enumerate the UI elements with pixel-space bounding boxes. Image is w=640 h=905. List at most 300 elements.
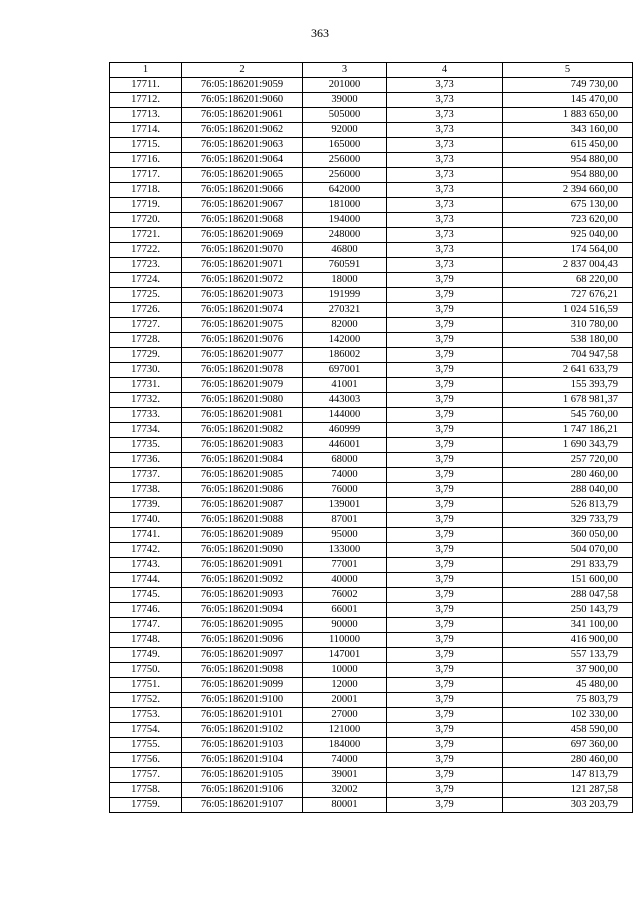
- area-cell: 256000: [303, 168, 387, 183]
- rate-cell: 3,73: [387, 258, 503, 273]
- area-cell: 270321: [303, 303, 387, 318]
- area-cell: 139001: [303, 498, 387, 513]
- row-number-cell: 17714.: [110, 123, 182, 138]
- rate-cell: 3,79: [387, 468, 503, 483]
- row-number-cell: 17743.: [110, 558, 182, 573]
- area-cell: 133000: [303, 543, 387, 558]
- cadastral-number-cell: 76:05:186201:9078: [182, 363, 303, 378]
- rate-cell: 3,79: [387, 753, 503, 768]
- row-number-cell: 17730.: [110, 363, 182, 378]
- table-row: [110, 318, 633, 333]
- rate-cell: 3,73: [387, 168, 503, 183]
- table-row: [110, 603, 633, 618]
- cadastral-number-cell: 76:05:186201:9105: [182, 768, 303, 783]
- table-row: [110, 663, 633, 678]
- row-number-cell: 17753.: [110, 708, 182, 723]
- rate-cell: 3,73: [387, 138, 503, 153]
- value-cell: 174 564,00: [503, 243, 633, 258]
- cadastral-number-cell: 76:05:186201:9068: [182, 213, 303, 228]
- value-cell: 75 803,79: [503, 693, 633, 708]
- header-row: [110, 63, 633, 78]
- row-number-cell: 17752.: [110, 693, 182, 708]
- area-cell: 32002: [303, 783, 387, 798]
- area-cell: 760591: [303, 258, 387, 273]
- table-row: [110, 333, 633, 348]
- row-number-cell: 17715.: [110, 138, 182, 153]
- row-number-cell: 17713.: [110, 108, 182, 123]
- value-cell: 250 143,79: [503, 603, 633, 618]
- cadastral-number-cell: 76:05:186201:9074: [182, 303, 303, 318]
- area-cell: 460999: [303, 423, 387, 438]
- value-cell: 310 780,00: [503, 318, 633, 333]
- value-cell: 151 600,00: [503, 573, 633, 588]
- column-header-5: 5: [503, 63, 633, 78]
- cadastral-number-cell: 76:05:186201:9060: [182, 93, 303, 108]
- value-cell: 954 880,00: [503, 168, 633, 183]
- cadastral-table: [109, 62, 633, 813]
- rate-cell: 3,79: [387, 648, 503, 663]
- table-row: [110, 453, 633, 468]
- cadastral-number-cell: 76:05:186201:9063: [182, 138, 303, 153]
- area-cell: 46800: [303, 243, 387, 258]
- value-cell: 458 590,00: [503, 723, 633, 738]
- rate-cell: 3,73: [387, 213, 503, 228]
- rate-cell: 3,79: [387, 573, 503, 588]
- rate-cell: 3,79: [387, 558, 503, 573]
- table-row: [110, 138, 633, 153]
- row-number-cell: 17734.: [110, 423, 182, 438]
- row-number-cell: 17756.: [110, 753, 182, 768]
- rate-cell: 3,79: [387, 273, 503, 288]
- rate-cell: 3,79: [387, 798, 503, 813]
- cadastral-number-cell: 76:05:186201:9097: [182, 648, 303, 663]
- table-row: [110, 768, 633, 783]
- row-number-cell: 17757.: [110, 768, 182, 783]
- row-number-cell: 17727.: [110, 318, 182, 333]
- area-cell: 194000: [303, 213, 387, 228]
- rate-cell: 3,79: [387, 423, 503, 438]
- area-cell: 39000: [303, 93, 387, 108]
- cadastral-number-cell: 76:05:186201:9090: [182, 543, 303, 558]
- row-number-cell: 17741.: [110, 528, 182, 543]
- area-cell: 446001: [303, 438, 387, 453]
- table-row: [110, 693, 633, 708]
- rate-cell: 3,79: [387, 618, 503, 633]
- rate-cell: 3,79: [387, 528, 503, 543]
- area-cell: 74000: [303, 468, 387, 483]
- table-row: [110, 378, 633, 393]
- table-row: [110, 408, 633, 423]
- rate-cell: 3,73: [387, 78, 503, 93]
- table-row: [110, 273, 633, 288]
- area-cell: 248000: [303, 228, 387, 243]
- cadastral-number-cell: 76:05:186201:9103: [182, 738, 303, 753]
- value-cell: 303 203,79: [503, 798, 633, 813]
- table-row: [110, 528, 633, 543]
- value-cell: 145 470,00: [503, 93, 633, 108]
- rate-cell: 3,79: [387, 543, 503, 558]
- row-number-cell: 17719.: [110, 198, 182, 213]
- rate-cell: 3,79: [387, 288, 503, 303]
- value-cell: 257 720,00: [503, 453, 633, 468]
- row-number-cell: 17746.: [110, 603, 182, 618]
- area-cell: 165000: [303, 138, 387, 153]
- area-cell: 76000: [303, 483, 387, 498]
- row-number-cell: 17758.: [110, 783, 182, 798]
- row-number-cell: 17755.: [110, 738, 182, 753]
- row-number-cell: 17759.: [110, 798, 182, 813]
- area-cell: 87001: [303, 513, 387, 528]
- cadastral-number-cell: 76:05:186201:9107: [182, 798, 303, 813]
- cadastral-number-cell: 76:05:186201:9082: [182, 423, 303, 438]
- area-cell: 443003: [303, 393, 387, 408]
- cadastral-number-cell: 76:05:186201:9083: [182, 438, 303, 453]
- area-cell: 41001: [303, 378, 387, 393]
- cadastral-number-cell: 76:05:186201:9070: [182, 243, 303, 258]
- cadastral-number-cell: 76:05:186201:9100: [182, 693, 303, 708]
- value-cell: 1 883 650,00: [503, 108, 633, 123]
- cadastral-number-cell: 76:05:186201:9099: [182, 678, 303, 693]
- cadastral-number-cell: 76:05:186201:9101: [182, 708, 303, 723]
- table-row: [110, 183, 633, 198]
- table-row: [110, 588, 633, 603]
- table-row: [110, 78, 633, 93]
- rate-cell: 3,79: [387, 603, 503, 618]
- cadastral-number-cell: 76:05:186201:9080: [182, 393, 303, 408]
- rate-cell: 3,79: [387, 378, 503, 393]
- table-row: [110, 243, 633, 258]
- rate-cell: 3,79: [387, 783, 503, 798]
- cadastral-number-cell: 76:05:186201:9064: [182, 153, 303, 168]
- cadastral-number-cell: 76:05:186201:9092: [182, 573, 303, 588]
- value-cell: 538 180,00: [503, 333, 633, 348]
- cadastral-number-cell: 76:05:186201:9085: [182, 468, 303, 483]
- value-cell: 280 460,00: [503, 468, 633, 483]
- table-row: [110, 303, 633, 318]
- table-row: [110, 753, 633, 768]
- value-cell: 697 360,00: [503, 738, 633, 753]
- rate-cell: 3,73: [387, 228, 503, 243]
- value-cell: 341 100,00: [503, 618, 633, 633]
- cadastral-number-cell: 76:05:186201:9089: [182, 528, 303, 543]
- cadastral-number-cell: 76:05:186201:9081: [182, 408, 303, 423]
- area-cell: 191999: [303, 288, 387, 303]
- table-row: [110, 633, 633, 648]
- table-row: [110, 618, 633, 633]
- value-cell: 360 050,00: [503, 528, 633, 543]
- table-row: [110, 798, 633, 813]
- rate-cell: 3,79: [387, 318, 503, 333]
- table-row: [110, 123, 633, 138]
- table-row: [110, 168, 633, 183]
- area-cell: 144000: [303, 408, 387, 423]
- value-cell: 526 813,79: [503, 498, 633, 513]
- row-number-cell: 17729.: [110, 348, 182, 363]
- value-cell: 2 837 004,43: [503, 258, 633, 273]
- table-row: [110, 393, 633, 408]
- value-cell: 675 130,00: [503, 198, 633, 213]
- row-number-cell: 17732.: [110, 393, 182, 408]
- value-cell: 557 133,79: [503, 648, 633, 663]
- cadastral-number-cell: 76:05:186201:9094: [182, 603, 303, 618]
- cadastral-number-cell: 76:05:186201:9106: [182, 783, 303, 798]
- rate-cell: 3,73: [387, 93, 503, 108]
- rate-cell: 3,79: [387, 693, 503, 708]
- area-cell: 201000: [303, 78, 387, 93]
- column-header-4: 4: [387, 63, 503, 78]
- row-number-cell: 17725.: [110, 288, 182, 303]
- area-cell: 27000: [303, 708, 387, 723]
- rate-cell: 3,79: [387, 708, 503, 723]
- row-number-cell: 17750.: [110, 663, 182, 678]
- value-cell: 288 040,00: [503, 483, 633, 498]
- row-number-cell: 17749.: [110, 648, 182, 663]
- row-number-cell: 17751.: [110, 678, 182, 693]
- table-row: [110, 573, 633, 588]
- cadastral-number-cell: 76:05:186201:9095: [182, 618, 303, 633]
- rate-cell: 3,79: [387, 588, 503, 603]
- table-row: [110, 648, 633, 663]
- rate-cell: 3,79: [387, 303, 503, 318]
- page-number: 363: [311, 26, 329, 40]
- area-cell: 181000: [303, 198, 387, 213]
- area-cell: 642000: [303, 183, 387, 198]
- cadastral-number-cell: 76:05:186201:9066: [182, 183, 303, 198]
- value-cell: 749 730,00: [503, 78, 633, 93]
- value-cell: 102 330,00: [503, 708, 633, 723]
- rate-cell: 3,79: [387, 453, 503, 468]
- table-header: [110, 63, 633, 78]
- rate-cell: 3,73: [387, 153, 503, 168]
- rate-cell: 3,79: [387, 408, 503, 423]
- area-cell: 82000: [303, 318, 387, 333]
- rate-cell: 3,79: [387, 738, 503, 753]
- cadastral-number-cell: 76:05:186201:9086: [182, 483, 303, 498]
- area-cell: 66001: [303, 603, 387, 618]
- cadastral-number-cell: 76:05:186201:9104: [182, 753, 303, 768]
- value-cell: 68 220,00: [503, 273, 633, 288]
- value-cell: 1 690 343,79: [503, 438, 633, 453]
- area-cell: 80001: [303, 798, 387, 813]
- table-row: [110, 468, 633, 483]
- row-number-cell: 17731.: [110, 378, 182, 393]
- row-number-cell: 17712.: [110, 93, 182, 108]
- area-cell: 40000: [303, 573, 387, 588]
- area-cell: 39001: [303, 768, 387, 783]
- cadastral-number-cell: 76:05:186201:9098: [182, 663, 303, 678]
- rate-cell: 3,79: [387, 513, 503, 528]
- cadastral-number-cell: 76:05:186201:9069: [182, 228, 303, 243]
- value-cell: 288 047,58: [503, 588, 633, 603]
- rate-cell: 3,79: [387, 333, 503, 348]
- column-header-1: 1: [110, 63, 182, 78]
- value-cell: 416 900,00: [503, 633, 633, 648]
- area-cell: 184000: [303, 738, 387, 753]
- row-number-cell: 17737.: [110, 468, 182, 483]
- rate-cell: 3,79: [387, 438, 503, 453]
- table-row: [110, 363, 633, 378]
- column-header-2: 2: [182, 63, 303, 78]
- rate-cell: 3,79: [387, 348, 503, 363]
- cadastral-number-cell: 76:05:186201:9071: [182, 258, 303, 273]
- row-number-cell: 17745.: [110, 588, 182, 603]
- cadastral-number-cell: 76:05:186201:9079: [182, 378, 303, 393]
- value-cell: 329 733,79: [503, 513, 633, 528]
- table-row: [110, 153, 633, 168]
- rate-cell: 3,73: [387, 198, 503, 213]
- table-row: [110, 738, 633, 753]
- column-header-3: 3: [303, 63, 387, 78]
- row-number-cell: 17717.: [110, 168, 182, 183]
- table-row: [110, 708, 633, 723]
- row-number-cell: 17724.: [110, 273, 182, 288]
- cadastral-number-cell: 76:05:186201:9061: [182, 108, 303, 123]
- row-number-cell: 17716.: [110, 153, 182, 168]
- row-number-cell: 17728.: [110, 333, 182, 348]
- value-cell: 280 460,00: [503, 753, 633, 768]
- value-cell: 121 287,58: [503, 783, 633, 798]
- row-number-cell: 17736.: [110, 453, 182, 468]
- table-row: [110, 783, 633, 798]
- rate-cell: 3,73: [387, 123, 503, 138]
- value-cell: 45 480,00: [503, 678, 633, 693]
- row-number-cell: 17711.: [110, 78, 182, 93]
- cadastral-number-cell: 76:05:186201:9077: [182, 348, 303, 363]
- row-number-cell: 17748.: [110, 633, 182, 648]
- rate-cell: 3,79: [387, 663, 503, 678]
- value-cell: 2 394 660,00: [503, 183, 633, 198]
- row-number-cell: 17733.: [110, 408, 182, 423]
- rate-cell: 3,73: [387, 243, 503, 258]
- cadastral-number-cell: 76:05:186201:9072: [182, 273, 303, 288]
- rate-cell: 3,79: [387, 498, 503, 513]
- value-cell: 727 676,21: [503, 288, 633, 303]
- area-cell: 256000: [303, 153, 387, 168]
- table-row: [110, 438, 633, 453]
- cadastral-number-cell: 76:05:186201:9065: [182, 168, 303, 183]
- area-cell: 142000: [303, 333, 387, 348]
- area-cell: 95000: [303, 528, 387, 543]
- table-row: [110, 678, 633, 693]
- table-row: [110, 483, 633, 498]
- cadastral-number-cell: 76:05:186201:9087: [182, 498, 303, 513]
- table-row: [110, 198, 633, 213]
- table-body: [110, 78, 633, 813]
- area-cell: 20001: [303, 693, 387, 708]
- value-cell: 545 760,00: [503, 408, 633, 423]
- area-cell: 121000: [303, 723, 387, 738]
- value-cell: 615 450,00: [503, 138, 633, 153]
- cadastral-number-cell: 76:05:186201:9084: [182, 453, 303, 468]
- area-cell: 110000: [303, 633, 387, 648]
- rate-cell: 3,79: [387, 633, 503, 648]
- rate-cell: 3,79: [387, 768, 503, 783]
- table-row: [110, 108, 633, 123]
- value-cell: 504 070,00: [503, 543, 633, 558]
- table-row: [110, 513, 633, 528]
- area-cell: 68000: [303, 453, 387, 468]
- cadastral-number-cell: 76:05:186201:9091: [182, 558, 303, 573]
- rate-cell: 3,73: [387, 108, 503, 123]
- cadastral-number-cell: 76:05:186201:9075: [182, 318, 303, 333]
- table-row: [110, 498, 633, 513]
- area-cell: 92000: [303, 123, 387, 138]
- value-cell: 704 947,58: [503, 348, 633, 363]
- value-cell: 147 813,79: [503, 768, 633, 783]
- value-cell: 1 747 186,21: [503, 423, 633, 438]
- value-cell: 723 620,00: [503, 213, 633, 228]
- table-row: [110, 723, 633, 738]
- row-number-cell: 17722.: [110, 243, 182, 258]
- row-number-cell: 17735.: [110, 438, 182, 453]
- value-cell: 291 833,79: [503, 558, 633, 573]
- rate-cell: 3,79: [387, 723, 503, 738]
- rate-cell: 3,79: [387, 483, 503, 498]
- value-cell: 925 040,00: [503, 228, 633, 243]
- area-cell: 186002: [303, 348, 387, 363]
- row-number-cell: 17742.: [110, 543, 182, 558]
- row-number-cell: 17721.: [110, 228, 182, 243]
- cadastral-number-cell: 76:05:186201:9073: [182, 288, 303, 303]
- rate-cell: 3,79: [387, 363, 503, 378]
- row-number-cell: 17739.: [110, 498, 182, 513]
- value-cell: 37 900,00: [503, 663, 633, 678]
- cadastral-number-cell: 76:05:186201:9096: [182, 633, 303, 648]
- area-cell: 77001: [303, 558, 387, 573]
- table-row: [110, 558, 633, 573]
- cadastral-number-cell: 76:05:186201:9076: [182, 333, 303, 348]
- cadastral-number-cell: 76:05:186201:9102: [182, 723, 303, 738]
- table-row: [110, 93, 633, 108]
- row-number-cell: 17740.: [110, 513, 182, 528]
- table-row: [110, 258, 633, 273]
- row-number-cell: 17747.: [110, 618, 182, 633]
- value-cell: 1 024 516,59: [503, 303, 633, 318]
- value-cell: 954 880,00: [503, 153, 633, 168]
- cadastral-number-cell: 76:05:186201:9093: [182, 588, 303, 603]
- rate-cell: 3,79: [387, 678, 503, 693]
- value-cell: 1 678 981,37: [503, 393, 633, 408]
- table-row: [110, 288, 633, 303]
- cadastral-number-cell: 76:05:186201:9059: [182, 78, 303, 93]
- row-number-cell: 17738.: [110, 483, 182, 498]
- table-row: [110, 423, 633, 438]
- area-cell: 76002: [303, 588, 387, 603]
- area-cell: 90000: [303, 618, 387, 633]
- cadastral-number-cell: 76:05:186201:9067: [182, 198, 303, 213]
- row-number-cell: 17723.: [110, 258, 182, 273]
- area-cell: 74000: [303, 753, 387, 768]
- table-row: [110, 213, 633, 228]
- area-cell: 697001: [303, 363, 387, 378]
- cadastral-number-cell: 76:05:186201:9088: [182, 513, 303, 528]
- area-cell: 12000: [303, 678, 387, 693]
- rate-cell: 3,73: [387, 183, 503, 198]
- area-cell: 18000: [303, 273, 387, 288]
- table-row: [110, 543, 633, 558]
- rate-cell: 3,79: [387, 393, 503, 408]
- row-number-cell: 17718.: [110, 183, 182, 198]
- table-row: [110, 348, 633, 363]
- row-number-cell: 17720.: [110, 213, 182, 228]
- value-cell: 2 641 633,79: [503, 363, 633, 378]
- area-cell: 10000: [303, 663, 387, 678]
- row-number-cell: 17754.: [110, 723, 182, 738]
- row-number-cell: 17744.: [110, 573, 182, 588]
- area-cell: 147001: [303, 648, 387, 663]
- table-row: [110, 228, 633, 243]
- value-cell: 343 160,00: [503, 123, 633, 138]
